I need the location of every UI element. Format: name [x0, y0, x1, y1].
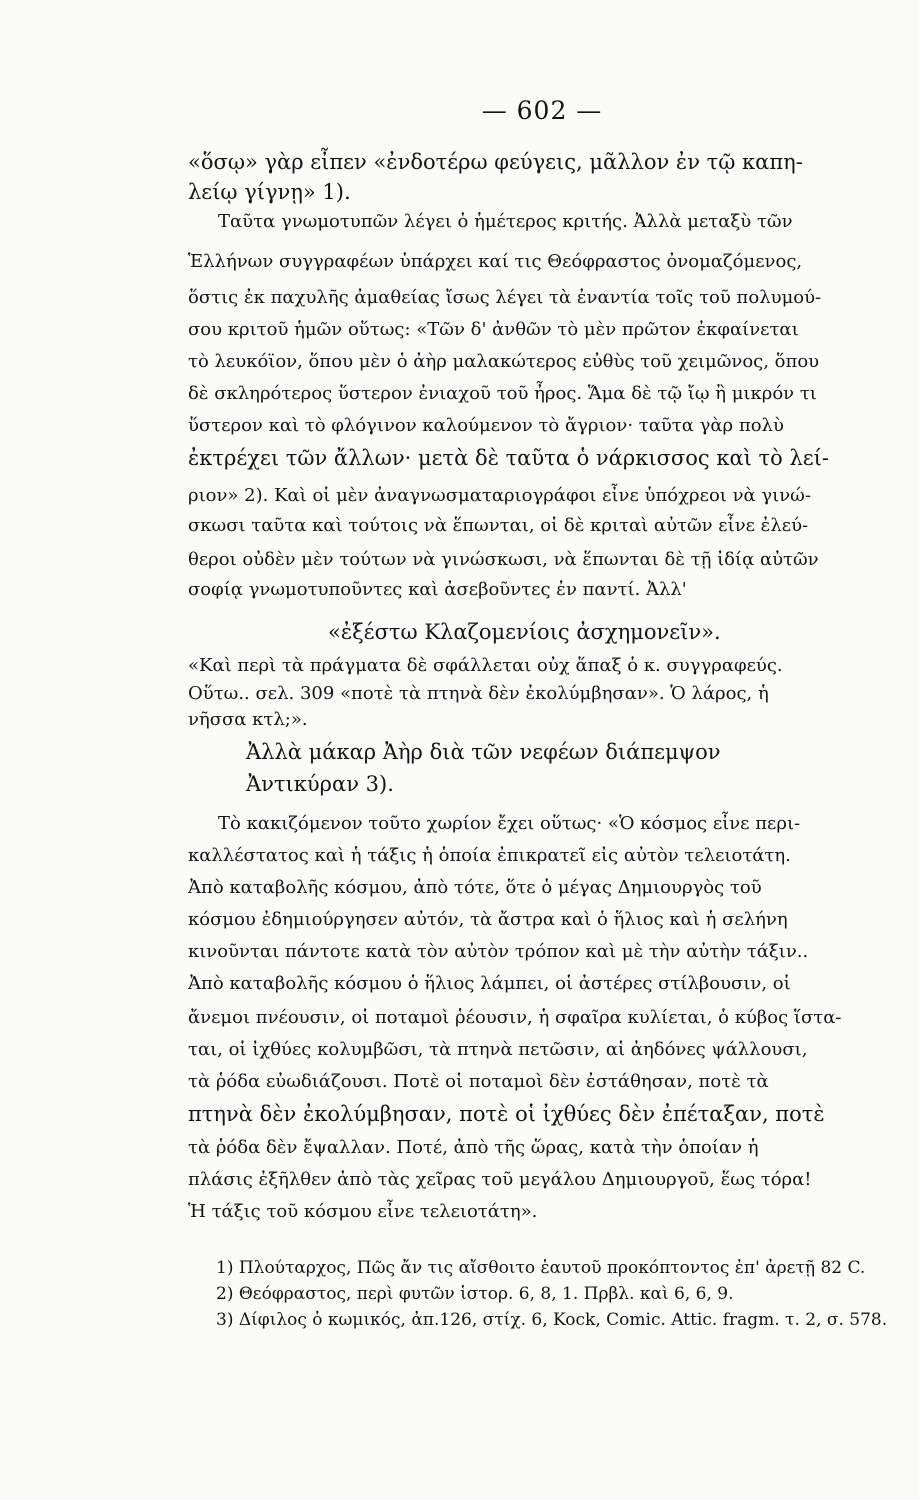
body-line: ται, οἱ ἰχθύες κολυμβῶσι, τὰ πτηνὰ πετῶσιν, αἱ ἀηδόνες ψάλλουσι, [188, 1039, 808, 1060]
body-line: Ἡ τάξις τοῦ κόσμου εἶνε τελειοτάτη». [188, 1201, 538, 1222]
body-line: Ἀπὸ καταβολῆς κόσμου ὁ ἥλιος λάμπει, οἱ ἀστέρες στίλβουσιν, οἱ [188, 973, 791, 994]
body-line: κόσμου ἐδημιούργησεν αὐτόν, τὰ ἄστρα καὶ ὁ ἥλιος καὶ ἡ σελήνη [188, 909, 788, 930]
page-number: — 602 — [481, 96, 603, 125]
body-line: Τὸ κακιζόμενον τοῦτο χωρίον ἔχει οὕτως· «Ὁ κόσμος εἶνε περι- [218, 813, 801, 834]
body-line: σου κριτοῦ ἡμῶν οὕτως: «Τῶν δ' ἀνθῶν τὸ μὲν πρῶτον ἐκφαίνεται [188, 319, 799, 340]
body-line: σοφίᾳ γνωμοτυποῦντες καὶ ἀσεβοῦντες ἐν παντί. Ἀλλ' [188, 579, 687, 600]
body-line: σκωσι ταῦτα καὶ τούτοις νὰ ἕπωνται, οἱ δὲ κριταὶ αὐτῶν εἶνε ἐλεύ- [188, 515, 809, 536]
body-line: πλάσις ἐξῆλθεν ἀπὸ τὰς χεῖρας τοῦ μεγάλου Δημιουργοῦ, ἕως τόρα! [188, 1169, 812, 1190]
footnote: 3) Δίφιλος ὁ κωμικός, ἀπ.126, στίχ. 6, Kock, Comic. Attic. fragm. τ. 2, σ. 578. [216, 1310, 888, 1330]
body-line: τὸ λευκόϊον, ὅπου μὲν ὁ ἀὴρ μαλακώτερος εὐθὺς τοῦ χειμῶνος, ὅπου [188, 351, 820, 372]
quote-line: νῆσσα κτλ;». [188, 709, 308, 730]
body-line: ὅστις ἐκ παχυλῆς ἀμαθείας ἴσως λέγει τὰ ἐναντία τοῖς τοῦ πολυμού- [188, 287, 822, 308]
body-line: τὰ ῥόδα εὐωδιάζουσι. Ποτὲ οἱ ποταμοὶ δὲν ἐστάθησαν, ποτὲ τὰ [188, 1071, 769, 1092]
body-line: Ταῦτα γνωμοτυπῶν λέγει ὁ ἡμέτερος κριτής. Ἀλλὰ μεταξὺ τῶν [218, 211, 793, 232]
body-line: «ὅσῳ» γὰρ εἶπεν «ἐνδοτέρω φεύγεις, μᾶλλον ἐν τῷ καπη- [188, 150, 803, 174]
body-line: ἄνεμοι πνέουσιν, οἱ ποταμοὶ ῥέουσιν, ἡ σφαῖρα κυλίεται, ὁ κύβος ἵστα- [188, 1007, 842, 1028]
quote-line: Οὕτω.. σελ. 309 «ποτὲ τὰ πτηνὰ δὲν ἐκολύμβησαν». Ὁ λάρος, ἡ [188, 683, 769, 704]
body-line: ἐκτρέχει τῶν ἄλλων· μετὰ δὲ ταῦτα ὁ νάρκισσος καὶ τὸ λεί- [188, 446, 829, 470]
verse-line: Ἀλλὰ μάκαρ Ἀὴρ διὰ τῶν νεφέων διάπεμψον [246, 740, 721, 764]
footnote: 2) Θεόφραστος, περὶ φυτῶν ἱστορ. 6, 8, 1. Πρβλ. καὶ 6, 6, 9. [216, 1284, 734, 1304]
body-line: τὰ ῥόδα δὲν ἔψαλλαν. Ποτέ, ἀπὸ τῆς ὥρας, κατὰ τὴν ὁποίαν ἡ [188, 1137, 759, 1158]
body-line: Ἑλλήνων συγγραφέων ὑπάρχει καί τις Θεόφραστος ὀνομαζόμενος, [188, 251, 803, 272]
body-line: καλλέστατος καὶ ἡ τάξις ἡ ὁποία ἐπικρατεῖ εἰς αὐτὸν τελειοτάτη. [188, 845, 791, 866]
footnote: 1) Πλούταρχος, Πῶς ἄν τις αἴσθοιτο ἑαυτοῦ προκόπτοντος ἐπ' ἀρετῇ 82 C. [216, 1258, 866, 1278]
quote-line: «Καὶ περὶ τὰ πράγματα δὲ σφάλλεται οὐχ ἅπαξ ὁ κ. συγγραφεύς. [188, 655, 783, 676]
body-line: ριον» 2). Καὶ οἱ μὲν ἀναγνωσματαριογράφοι εἶνε ὑπόχρεοι νὰ γινώ- [188, 485, 811, 506]
body-line: λείῳ γίγνῃ» 1). [188, 180, 351, 204]
verse-quote: «ἐξέστω Κλαζομενίοις ἀσχημονεῖν». [328, 620, 721, 644]
body-line: κινοῦνται πάντοτε κατὰ τὸν αὐτὸν τρόπον καὶ μὲ τὴν αὐτὴν τάξιν.. [188, 941, 809, 962]
body-line: θεροι οὐδὲν μὲν τούτων νὰ γινώσκωσι, νὰ ἕπωνται δὲ τῇ ἰδίᾳ αὐτῶν [188, 549, 819, 570]
body-line: Ἀπὸ καταβολῆς κόσμου, ἀπὸ τότε, ὅτε ὁ μέγας Δημιουργὸς τοῦ [188, 877, 762, 898]
body-line: δὲ σκληρότερος ὕστερον ἐνιαχοῦ τοῦ ἦρος. Ἅμα δὲ τῷ ἴῳ ἢ μικρόν τι [188, 383, 817, 404]
verse-line: Ἀντικύραν 3). [246, 772, 394, 796]
body-line: πτηνὰ δὲν ἐκολύμβησαν, ποτὲ οἱ ἰχθύες δὲν ἐπέταξαν, ποτὲ [188, 1102, 825, 1126]
body-line: ὕστερον καὶ τὸ φλόγινον καλούμενον τὸ ἄγριον· ταῦτα γὰρ πολὺ [188, 415, 784, 436]
